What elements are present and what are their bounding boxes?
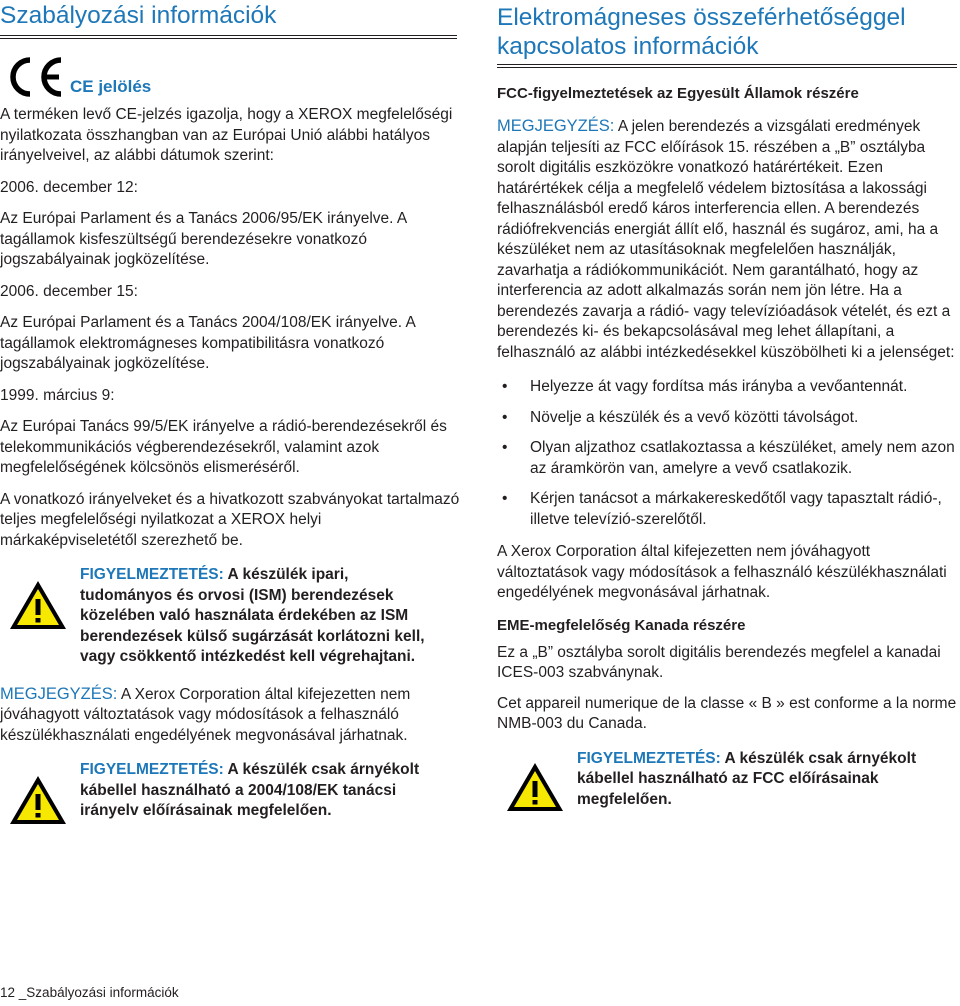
ce-mark-icon	[3, 56, 67, 98]
page-title: Szabályozási információk	[0, 2, 277, 29]
warning-shielded-text	[80, 760, 455, 822]
ce-heading-row	[0, 54, 462, 98]
warning-ism	[0, 565, 462, 668]
date-2006-12-12: 2006. december 12:	[0, 178, 138, 196]
directive-2006-95: Az Európai Parlament és a Tanács 2006/95/EK irányelve. A tagállamok kisfeszültségű berendezésekre vonatkozó jogszabályainak jogközelítése.	[0, 210, 407, 268]
warning-body: A készülék csak árnyékolt kábellel használható a 2004/108/EK tanácsi irányelv előírásainak megfelelően.	[80, 761, 420, 819]
fcc-heading: FCC-figyelmeztetések az Egyesült Államok részére	[497, 85, 859, 102]
left-column	[0, 0, 462, 826]
bullet-icon: •	[502, 408, 508, 426]
date-2006-12-15: 2006. december 15:	[0, 282, 138, 300]
list-item: • Növelje a készülék és a vevő közötti távolságot.	[497, 408, 960, 429]
footer-section: _Szabályozási információk	[18, 985, 179, 1000]
list-item: • Olyan aljzathoz csatlakoztassa a készüléket, amely nem azon az áramkörön van, amelyre a vevő csatlakozik.	[502, 439, 955, 477]
page-number: 12	[0, 985, 16, 1000]
list-item: • Kérjen tanácsot a márkakereskedőtől vagy tapasztalt rádió-, illetve televízió-szerelőtől.	[502, 490, 942, 528]
warning-label: FIGYELMEZTETÉS:	[80, 761, 224, 778]
note-label: MEGJEGYZÉS:	[497, 117, 615, 135]
warning-shielded-cable	[0, 760, 462, 826]
title-divider	[497, 64, 957, 68]
fcc-note	[497, 116, 960, 363]
ce-intro: A terméken levő CE-jelzés igazolja, hogy a XEROX megfelelőségi nyilatkozata összhangban van az Európai Unió alábbi hatályos irányelveivel, az alábbi dátumok szerint:	[0, 106, 453, 164]
note-body: A jelen berendezés a vizsgálati eredmények alapján teljesíti az FCC előírások 15. részében a „B” osztályba sorolt digitális eszközökre vonatkozó határértékeit. Ezen határértékek célja a megfelelő védelem biztosítása a lakossági felhasználásból eredő káros interferencia ellen. A berendezés rádiófrekvenciás energiát állít elő, használ és sugároz, ami, ha a készüléket nem az utasításoknak megfelelően használják, zavarhatja a rádiókommunikációt. Nem garantálható, hogy az interferencia az adott alkalmazás során nem jön létre. Ha a berendezés zavarja a rádió- vagy televízióadások vételét, és ezt a berendezés ki- és bekapcsolásával meg lehet állapítani, a felhasználó az alábbi intézkedésekkel küszöbölheti ki a jelenséget:	[497, 118, 955, 361]
list-item: • Helyezze át vagy fordítsa más irányba a vevőantennát.	[497, 377, 960, 398]
page-footer	[0, 985, 179, 1000]
bullet-icon: •	[502, 490, 508, 507]
bullet-icon: •	[502, 378, 508, 395]
canada-heading: EME-megfelelőség Kanada részére	[497, 616, 746, 634]
emc-title: Elektromágneses összeférhetőséggel kapcsolatos információk	[497, 4, 906, 60]
bullet-icon: •	[502, 439, 508, 456]
right-column	[497, 0, 960, 813]
warning-ism-text	[80, 565, 440, 668]
note-xerox	[0, 684, 462, 747]
warning-body: A készülék ipari, tudományos és orvosi (ISM) berendezések közelében való használata érdekében az ISM berendezések külső sugárzását korlátozni kell, vagy csökkentő intézkedést kell végrehajtani.	[80, 566, 425, 665]
warning-triangle-icon	[8, 579, 68, 631]
declaration-note: A vonatkozó irányelveket és a hivatkozott szabványokat tartalmazó teljes megfelelőségi nyilatkozat a XEROX helyi márkaképviseletétől szerezhető be.	[0, 490, 460, 549]
date-1999-03-09: 1999. március 9:	[0, 386, 115, 404]
warning-label: FIGYELMEZTETÉS:	[577, 749, 721, 767]
note-label: MEGJEGYZÉS:	[0, 684, 118, 703]
warning-triangle-icon	[8, 774, 68, 826]
ce-heading: CE jelölés	[70, 77, 152, 96]
warning-fcc-cable	[497, 749, 960, 813]
warning-body: A készülék csak árnyékolt kábellel használható az FCC előírásainak megfelelően.	[577, 749, 917, 808]
warning-fcc-text	[577, 749, 917, 811]
fcc-measures-list	[497, 377, 960, 530]
fcc-closing: A Xerox Corporation által kifejezetten nem jóváhagyott változtatások vagy módosítások a felhasználó készülékhasználati engedélyének megvonásával járhatnak.	[497, 543, 947, 601]
directive-2004-108: Az Európai Parlament és a Tanács 2004/108/EK irányelve. A tagállamok elektromágneses kompatibilitásra vonatkozó jogszabályainak jogközelítése.	[0, 314, 416, 372]
canada-text: Ez a „B” osztályba sorolt digitális berendezés megfelel a kanadai ICES-003 szabványnak.	[497, 643, 941, 681]
title-divider	[0, 35, 457, 39]
canada-text-fr: Cet appareil numerique de la classe « B » est conforme a la norme NMB-003 du Canada.	[497, 694, 957, 732]
warning-label: FIGYELMEZTETÉS:	[80, 566, 224, 583]
note-body: A Xerox Corporation által kifejezetten nem jóváhagyott változtatások vagy módosítások a felhasználó készülékhasználati engedélyének megvonásával járhatnak.	[0, 685, 411, 744]
directive-99-5: Az Európai Tanács 99/5/EK irányelve a rádió-berendezésekről és telekommunikációs végberendezésekről, valamint azok megfelelőségének kölcsönös elismeréséről.	[0, 418, 447, 476]
warning-triangle-icon	[505, 761, 565, 813]
